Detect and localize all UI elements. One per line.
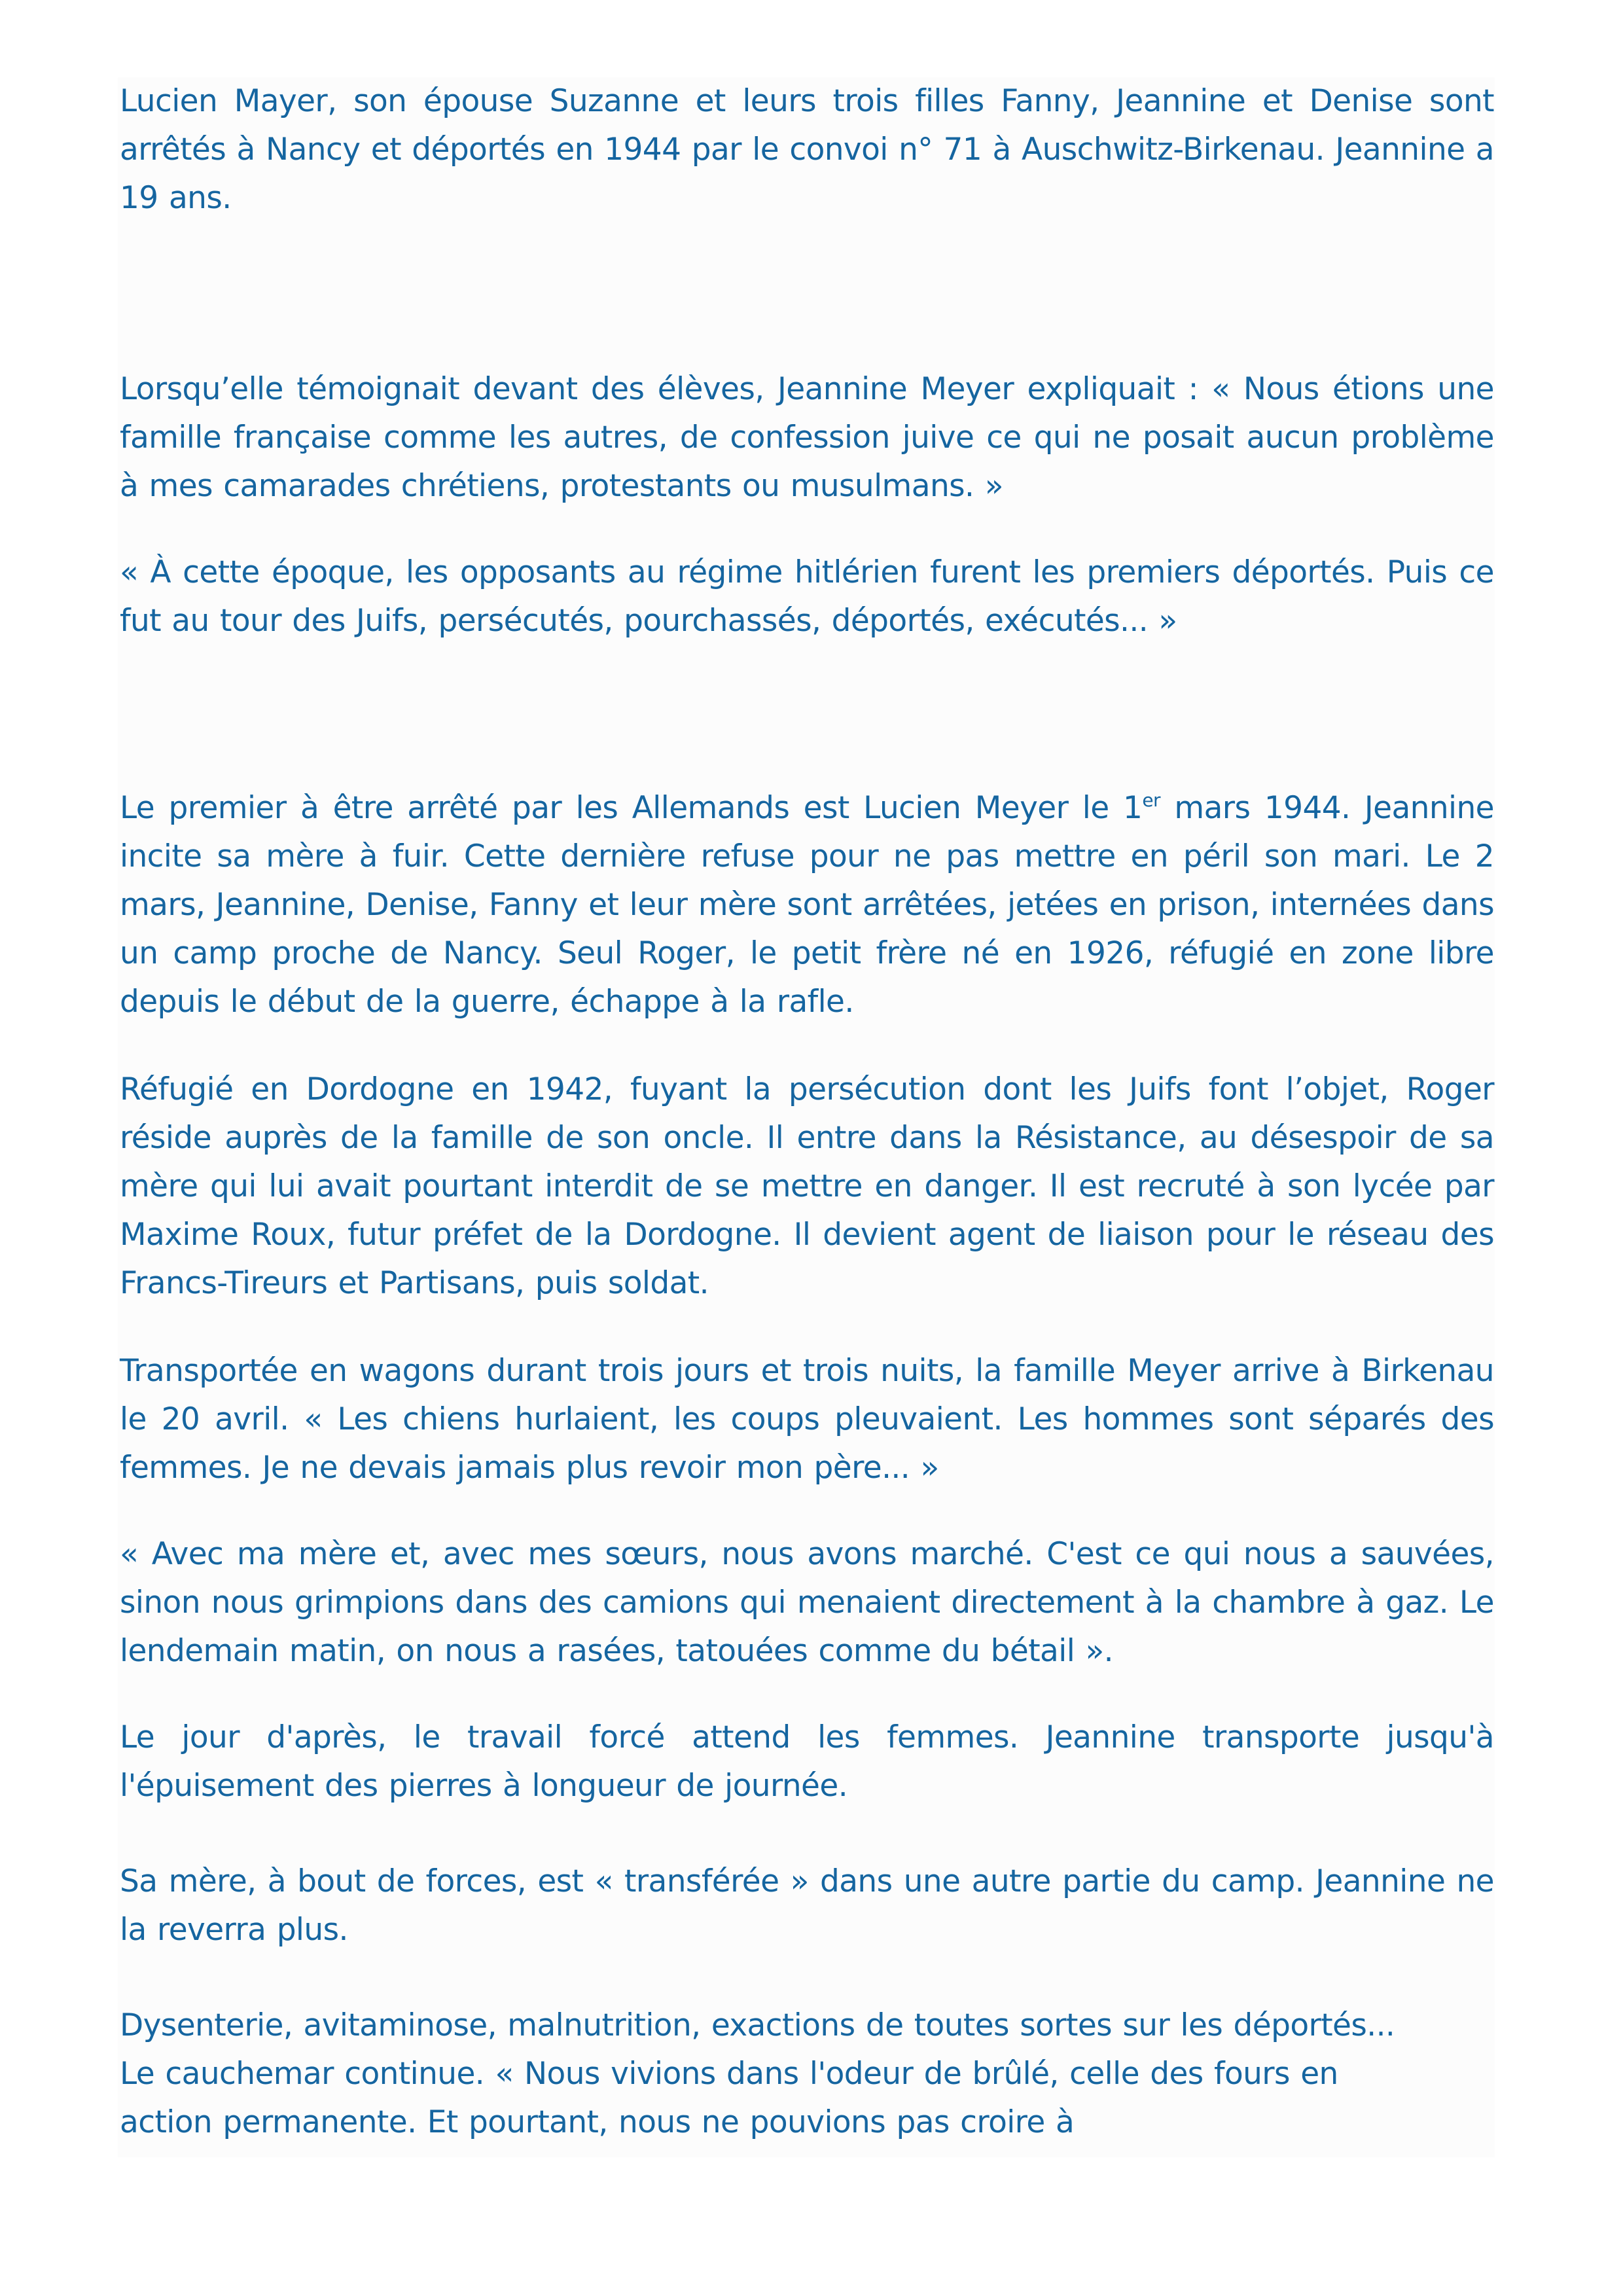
paragraph-mother-transferred: Sa mère, à bout de forces, est « transférée » dans une autre partie du camp. Jeannine ne la reverra plus.: [120, 1863, 1494, 1948]
paragraph-arrest-and-deportation: Lucien Mayer, son épouse Suzanne et leurs trois filles Fanny, Jeannine et Denise sont arrêtés à Nancy et déportés en 1944 par le convoi n° 71 à Auschwitz-Birkenau. Jeannine a 19 ans.: [120, 83, 1494, 216]
first-arrest-text-end: mars 1944. Jeannine incite sa mère à fuir. Cette dernière refuse pour ne pas mettre en péril son mari. Le 2 mars, Jeannine, Denise, Fanny et leur mère sont arrêtées, jetées en prison, internées dans un camp proche de Nancy. Seul Roger, le petit frère né en 1926, réfugié en zone libre depuis le début de la guerre, échappe à la rafle.: [120, 790, 1494, 1020]
paragraph-arrival-birkenau: Transportée en wagons durant trois jours et trois nuits, la famille Meyer arrive à Birkenau le 20 avril. « Les chiens hurlaient, les coups pleuvaient. Les hommes sont séparés des femmes. Je ne devais jamais plus revoir mon père... »: [120, 1353, 1494, 1486]
paragraph-first-arrest: [120, 784, 1494, 1026]
ordinal-superscript: er: [1142, 789, 1160, 811]
paragraph-nightmare-continues: Dysenterie, avitaminose, malnutrition, exactions de toutes sortes sur les déportés... Le cauchemar continue. « Nous vivions dans l'odeur de brûlé, celle des fours en action permanente. Et pourtant, nous ne pouvions pas croire à: [120, 2007, 1395, 2140]
paragraph-selection: « Avec ma mère et, avec mes sœurs, nous avons marché. C'est ce qui nous a sauvées, sinon nous grimpions dans des camions qui menaient directement à la chambre à gaz. Le lendemain matin, on nous a rasées, tatouées comme du bétail ».: [120, 1536, 1494, 1669]
paragraph-testimony-era: « À cette époque, les opposants au régime hitlérien furent les premiers déportés. Puis ce fut au tour des Juifs, persécutés, pourchassés, déportés, exécutés... »: [120, 554, 1494, 639]
paragraph-roger-resistance: Réfugié en Dordogne en 1942, fuyant la persécution dont les Juifs font l’objet, Roger réside auprès de la famille de son oncle. Il entre dans la Résistance, au désespoir de sa mère qui lui avait pourtant interdit de se mettre en danger. Il est recruté à son lycée par Maxime Roux, futur préfet de la Dordogne. Il devient agent de liaison pour le réseau des Francs-Tireurs et Partisans, puis soldat.: [120, 1071, 1494, 1301]
paragraph-testimony-family: Lorsqu’elle témoignait devant des élèves, Jeannine Meyer expliquait : « Nous étions une famille française comme les autres, de confession juive ce qui ne posait aucun problème à mes camarades chrétiens, protestants ou musulmans. »: [120, 371, 1494, 504]
first-arrest-text-start: Le premier à être arrêté par les Allemands est Lucien Meyer le 1: [120, 790, 1143, 826]
paragraph-forced-labor: Le jour d'après, le travail forcé attend les femmes. Jeannine transporte jusqu'à l'épuisement des pierres à longueur de journée.: [120, 1719, 1494, 1804]
